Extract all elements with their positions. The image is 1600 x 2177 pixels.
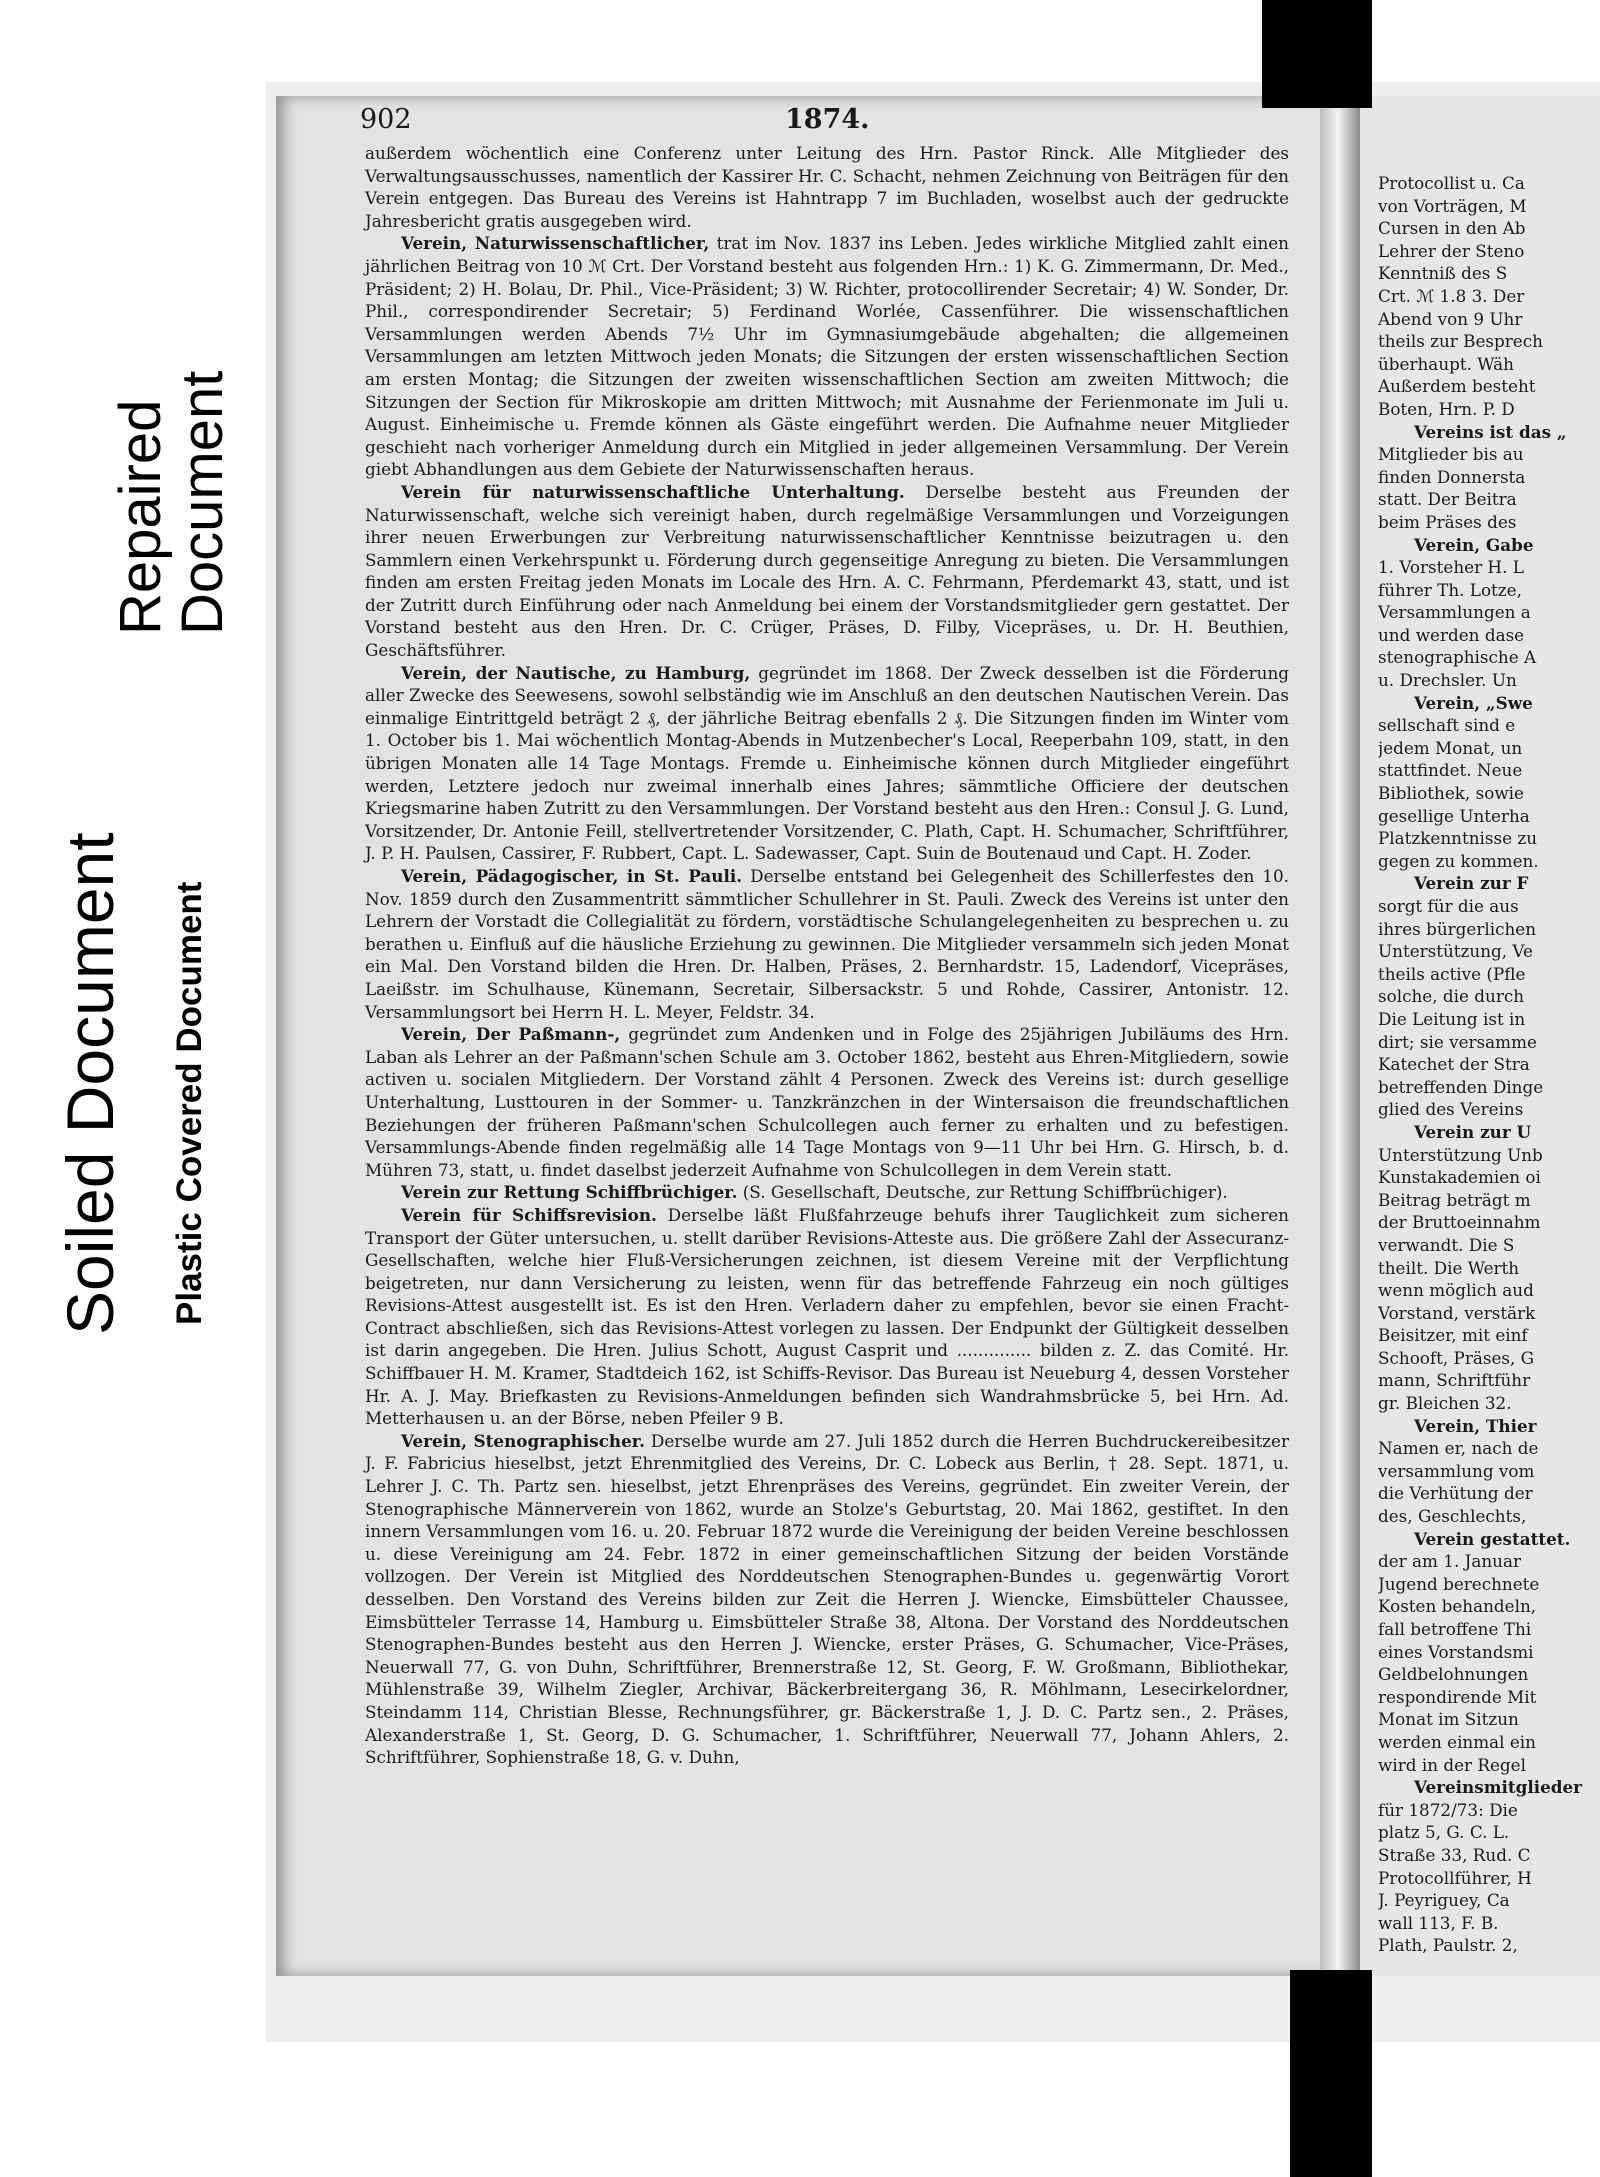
- right-page-line: Kunstakademien oi: [1378, 1167, 1541, 1188]
- right-page-line: führer Th. Lotze,: [1378, 579, 1522, 600]
- right-page-line: wird in der Regel: [1378, 1754, 1526, 1775]
- right-page-line: verwandt. Die S: [1378, 1234, 1515, 1255]
- right-page-line: der am 1. Januar: [1378, 1551, 1522, 1572]
- entry-paragraph: außerdem wöchentlich eine Conferenz unter Leitung des Hrn. Pastor Rinck. Alle Mitglieder des Verwaltungsausschusses, namentlich der Kassirer Hr. C. Schacht, nehmen Zeichnung von Beiträgen für den Verein entgegen. Das Bureau des Vereins ist Hahntrapp 7 im Buchladen, woselbst auch der gedruckte Jahresbericht gratis ausgegeben wird.: [365, 143, 1289, 231]
- right-page-line: dirt; sie versamme: [1378, 1031, 1537, 1052]
- entry-paragraph: Verein, Stenographischer. Derselbe wurde am 27. Juli 1852 durch die Herren Buchdruckereibesitzer J. F. Fabricius hieselbst, jetzt Ehrenmitglied des Vereins, Dr. C. Lobeck aus Berlin, † 28. Sept. 1871, u. Lehrer J. C. Th. Partz sen. hieselbst, jetzt Ehrenpräses des Vereins, gegründet. Ein zweiter Verein, der Stenographische Männerverein von 1862, wurde an Stolze's Geburtstag, 20. Mai 1862, gestiftet. In den innern Versammlungen vom 16. u. 20. Februar 1872 wurde die Vereinigung der beiden Vereine beschlossen u. diese Vereinigung am 24. Febr. 1872 in einer gemeinschaftlichen Sitzung der beiden Vorstände vollzogen. Der Verein ist Mitglied des Norddeutschen Stenographen-Bundes u. gegenwärtig Vorort desselben. Den Vorstand des Vereins bilden zur Zeit die Herren J. Wiencke, Eimsbütteler Chaussee, Eimsbütteler Terrasse 14, Hamburg u. Eimsbütteler Straße 38, Altona. Der Vorstand des Norddeutschen Stenographen-Bundes besteht aus den Herren J. Wiencke, erster Präses, G. Schumacher, Vice-Präses, Neuerwall 77, G. von Duhn, Schriftführer, Brennerstraße 12, St. Georg, F. W. Großmann, Bibliothekar, Mühlenstraße 39, Wilhelm Ziegler, Archivar, Bäckerbreitergang 36, R. Möhlmann, Lesecirkelordner, Steindamm 114, Christian Blesse, Rechnungsführer, gr. Bäckerstraße 1, J. D. C. Partz sen., 2. Präses, Alexanderstraße 1, St. Georg, D. G. Schumacher, 1. Schriftführer, Neuerwall 77, Johann Ahlers, 2. Schriftführer, Sophienstraße 18, G. v. Duhn,: [365, 1430, 1289, 1768]
- right-page: [1360, 96, 1600, 1976]
- right-page-text: [1378, 172, 1600, 1957]
- right-page-line: u. Drechsler. Un: [1378, 670, 1517, 691]
- entry-heading: Verein zur Rettung Schiffbrüchiger.: [401, 1182, 738, 1203]
- entry-paragraph: Verein, Pädagogischer, in St. Pauli. Derselbe entstand bei Gelegenheit des Schillerfestes den 10. Nov. 1859 durch den Zusammentritt sämmtlicher Schullehrer in St. Pauli. Zweck des Vereins ist unter den Lehrern der Vorstadt die Collegialität zu fördern, vorstädtische Schulangelegenheiten zu besprechen u. zu berathen u. Einfluß auf die häusliche Erziehung zu gewinnen. Die Mitglieder versammeln sich jeden Monat ein Mal. Den Vorstand bilden die Hren. Dr. Halben, Präses, 2. Bernhardstr. 15, Ladendorf, Vicepräses, Laeißstr. im Schulhause, Künemann, Secretair, Silbersackstr. 5 und Rohde, Cassirer, Antonistr. 12. Versammlungsort bei Herrn H. L. Meyer, Feldstr. 34.: [365, 866, 1289, 1022]
- right-page-line: beim Präses des: [1378, 511, 1517, 532]
- right-page-line: platz 5, G. C. L.: [1378, 1822, 1510, 1843]
- entry-heading: Verein, Der Paßmann-,: [401, 1024, 621, 1045]
- repaired-label-line-2: Document: [170, 370, 235, 635]
- right-page-line: glied des Vereins: [1378, 1099, 1524, 1120]
- right-page-line: gegen zu kommen.: [1378, 850, 1539, 871]
- entry-heading: Verein, Stenographischer.: [401, 1430, 645, 1451]
- right-page-line: Verein gestattet.: [1414, 1528, 1571, 1549]
- repaired-label-line-1: Repaired: [108, 399, 173, 635]
- right-page-line: Kosten behandeln,: [1378, 1596, 1537, 1617]
- right-page-line: Verein zur U: [1414, 1121, 1532, 1142]
- right-page-line: Beitrag beträgt m: [1378, 1189, 1531, 1210]
- right-page-line: mann, Schriftführ: [1378, 1370, 1531, 1391]
- page-year: 1874.: [785, 104, 870, 135]
- right-page-line: Geldbelohnungen: [1378, 1664, 1529, 1685]
- right-page-line: Plath, Paulstr. 2,: [1378, 1935, 1518, 1956]
- right-page-line: ihres bürgerlichen: [1378, 918, 1537, 939]
- entry-heading: Verein, Naturwissenschaftlicher,: [401, 233, 710, 254]
- page-header: [360, 104, 1300, 134]
- right-page-line: Jugend berechnete: [1378, 1573, 1540, 1594]
- right-page-line: Versammlungen a: [1378, 602, 1531, 623]
- right-page-line: Straße 33, Rud. C: [1378, 1844, 1531, 1865]
- right-page-line: wall 113, F. B.: [1378, 1912, 1499, 1933]
- right-page-line: eines Vorstandsmi: [1378, 1641, 1534, 1662]
- right-page-line: versammlung vom: [1378, 1460, 1535, 1481]
- right-page-line: Lehrer der Steno: [1378, 240, 1525, 261]
- right-page-line: fall betroffene Thi: [1378, 1619, 1532, 1639]
- right-page-line: Namen er, nach de: [1378, 1438, 1539, 1459]
- right-page-line: Katechet der Stra: [1378, 1054, 1530, 1075]
- right-page-line: überhaupt. Wäh: [1378, 353, 1514, 374]
- right-page-line: Cursen in den Ab: [1378, 218, 1526, 239]
- right-page-line: Verein, „Swe: [1414, 692, 1533, 713]
- entry-paragraph: Verein, Der Paßmann-, gegründet zum Andenken und in Folge des 25jährigen Jubiläums des Hrn. Laban als Lehrer an der Paßmann'schen Schule am 3. October 1862, besteht aus Ehren-Mitgliedern, sowie activen u. socialen Mitgliedern. Der Vorstand zählt 4 Personen. Zweck des Vereins ist: durch gesellige Unterhaltung, Lusttouren in der Sommer- u. Tanzkränzchen in der Wintersaison die freundschaftlichen Beziehungen der früheren Paßmann'schen Schulcollegen auch ferner zu erhalten und zu befestigen. Versammlungs-Abende finden regelmäßig alle 14 Tage Montags von 9—11 Uhr bei Hrn. G. Hirsch, b. d. Mühren 73, statt, u. findet daselbst jederzeit Aufnahme von Schulcollegen in dem Verein statt.: [365, 1024, 1290, 1180]
- book-gutter: [1320, 82, 1360, 2042]
- entry-heading: Verein, der Nautische, zu Hamburg,: [401, 662, 751, 683]
- right-page-line: J. Peyriguey, Ca: [1378, 1890, 1510, 1911]
- right-page-line: gesellige Unterha: [1378, 805, 1530, 826]
- right-page-line: finden Donnersta: [1378, 466, 1526, 487]
- right-page-line: Außerdem besteht: [1378, 376, 1536, 397]
- right-page-line: Protocollführer, H: [1378, 1867, 1532, 1888]
- right-page-line: Mitglieder bis au: [1378, 444, 1524, 465]
- right-page-line: Protocollist u. Ca: [1378, 173, 1525, 193]
- right-page-line: Vorstand, verstärk: [1378, 1302, 1536, 1323]
- right-page-line: Unterstützung Unb: [1378, 1144, 1543, 1165]
- soiled-document-label: Soiled Document: [53, 832, 127, 1335]
- right-page-line: die Verhütung der: [1378, 1483, 1533, 1504]
- entry-paragraph: Verein, der Nautische, zu Hamburg, gegründet im 1868. Der Zweck desselben ist die Förderung aller Zwecke des Seewesens, sowohl selbständig wie im Anschluß an den deutschen Nautischen Verein. Das einmalige Eintrittgeld beträgt 2 ₰, der jährliche Beitrag ebenfalls 2 ₰. Die Sitzungen finden im Winter vom 1. October bis 1. Mai wöchentlich Montag-Abends in Mutzenbecher's Local, Reeperbahn 109, statt, in den übrigen Monaten alle 14 Tage Montags. Fremde u. Einheimische können durch Mitglieder eingeführt werden, Letztere jedoch nur zweimal innerhalb eines Jahres; sämmtliche Officiere der deutschen Kriegsmarine haben Zutritt zu den Versammlungen. Der Vorstand besteht aus den Hren.: Consul J. G. Lund, Vorsitzender, Dr. Antonie Feill, stellvertretender Vorsitzender, C. Plath, Capt. H. Schumacher, Schriftführer, J. P. H. Paulsen, Cassirer, F. Rubbert, Capt. L. Sadewasser, Capt. Suin de Boutenaud und Capt. H. Zoder.: [365, 662, 1289, 864]
- bottom-black-tab: [1290, 1970, 1372, 2177]
- right-page-line: Abend von 9 Uhr: [1378, 308, 1523, 329]
- right-page-line: 1. Vorsteher H. L: [1378, 557, 1524, 578]
- right-page-line: theils zur Besprech: [1378, 331, 1543, 352]
- left-page-body: [365, 142, 1289, 1769]
- right-page-line: sellschaft sind e: [1378, 715, 1516, 736]
- right-page-line: gr. Bleichen 32.: [1378, 1393, 1512, 1414]
- right-page-line: für 1872/73: Die: [1378, 1799, 1518, 1820]
- right-page-line: Die Leitung ist in: [1378, 1008, 1526, 1029]
- right-page-line: Monat im Sitzun: [1378, 1709, 1519, 1730]
- right-page-line: Beisitzer, mit einf: [1378, 1325, 1528, 1346]
- entry-paragraph: Verein zur Rettung Schiffbrüchiger. (S. Gesellschaft, Deutsche, zur Rettung Schiffbrüchiger).: [401, 1182, 1228, 1203]
- repaired-document-label: [110, 255, 234, 635]
- right-page-line: Kenntniß des S: [1378, 263, 1508, 284]
- right-page-line: respondirende Mit: [1378, 1686, 1537, 1707]
- right-page-line: jedem Monat, un: [1378, 737, 1523, 758]
- right-page-line: solche, die durch: [1378, 986, 1525, 1007]
- right-page-line: statt. Der Beitra: [1378, 489, 1517, 510]
- right-page-line: werden einmal ein: [1378, 1731, 1536, 1752]
- right-page-line: theils active (Pfle: [1378, 963, 1526, 984]
- right-page-line: Vereinsmitglieder: [1414, 1777, 1582, 1798]
- right-page-line: der Bruttoeinnahm: [1378, 1212, 1541, 1233]
- entry-heading: Verein, Pädagogischer, in St. Pauli.: [401, 866, 743, 886]
- entry-heading: Verein für Schiffsrevision.: [401, 1204, 657, 1225]
- right-page-line: Bibliothek, sowie: [1378, 783, 1524, 804]
- right-page-line: Boten, Hrn. P. D: [1378, 398, 1515, 419]
- right-page-line: Crt. ℳ 1.8 3. Der: [1378, 285, 1525, 306]
- right-page-line: betreffenden Dinge: [1378, 1076, 1544, 1097]
- plastic-covered-label: Plastic Covered Document: [170, 881, 209, 1325]
- right-page-line: Verein, Thier: [1414, 1415, 1537, 1436]
- entry-paragraph: Verein, Naturwissenschaftlicher, trat im Nov. 1837 ins Leben. Jedes wirkliche Mitglied zahlt einen jährlichen Beitrag von 10 ℳ Crt. Der Vorstand besteht aus folgenden Hrn.: 1) K. G. Zimmermann, Dr. Med., Präsident; 2) H. Bolau, Dr. Phil., Vice-Präsident; 3) W. Richter, protocollirender Secretair; 4) W. Sonder, Dr. Phil., correspondirender Secretair; 5) Ferdinand Worlée, Cassenführer. Die wissenschaftlichen Versammlungen werden Abends 7½ Uhr im Gymnasiumgebäude abgehalten; die allgemeinen Versammlungen am letzten Mittwoch jeden Monats; die Sitzungen der ersten wissenschaftlichen Section am ersten Montag; die Sitzungen der zweiten wissenschaftlichen Section am zweiten Mittwoch; die Sitzungen der Section für Mikroskopie am dritten Mittwoch; mit Ausnahme der Ferienmonate im Juli u. August. Einheimische u. Fremde können als Gäste eingeführt werden. Die Aufnahme neuer Mitglieder geschieht nach vorheriger Anmeldung durch ein Mitglied in jeder allgemeinen Versammlung. Der Verein giebt Abhandlungen aus dem Gebiete der Naturwissenschaften heraus.: [365, 233, 1289, 480]
- right-page-line: theilt. Die Werth: [1378, 1257, 1520, 1278]
- right-page-line: des, Geschlechts,: [1378, 1506, 1527, 1527]
- right-page-line: von Vorträgen, M: [1378, 195, 1527, 216]
- right-page-line: Verein zur F: [1414, 873, 1529, 894]
- right-page-line: Verein, Gabe: [1414, 534, 1534, 555]
- right-page-line: stenographische A: [1378, 647, 1537, 668]
- right-page-line: und werden dase: [1378, 624, 1525, 645]
- right-page-line: Unterstützung, Ve: [1378, 941, 1533, 962]
- entry-paragraph: Verein für Schiffsrevision. Derselbe läßt Flußfahrzeuge behufs ihrer Tauglichkeit zum sicheren Transport der Güter untersuchen, u. stellt darüber Revisions-Atteste aus. Die größere Zahl der Assecuranz-Gesellschaften, welche hier Fluß-Versicherungen zeichnen, ist diesem Vereine mit der Verpflichtung beigetreten, nur dann Versicherung zu leisten, wenn für das betreffende Fahrzeug ein noch gültiges Revisions-Attest ausgestellt ist. Es ist den Hren. Verladern daher zu empfehlen, bevor sie einen Fracht-Contract abschließen, sich das Revisions-Attest vorlegen zu lassen. Der Endpunkt der Gültigkeit desselben ist darin angegeben. Die Hren. Julius Schott, August Casprit und .............. bilden z. Z. das Comité. Hr. Schiffbauer H. M. Kramer, Stadtdeich 162, ist Schiffs-Revisor. Das Bureau ist Neueburg 4, dessen Vorsteher Hr. A. J. May. Briefkasten zu Revisions-Anmeldungen befinden sich Wandrahmsbrücke 5, bei Hrn. Ad. Metterhausen u. an der Börse, neben Pfeiler 9 B.: [365, 1204, 1289, 1429]
- entry-heading: Verein für naturwissenschaftliche Unterhaltung.: [401, 481, 905, 502]
- page-number: 902: [360, 104, 412, 135]
- top-black-tab: [1262, 0, 1372, 108]
- right-page-line: stattfindet. Neue: [1378, 760, 1523, 781]
- right-page-line: Schooft, Präses, G: [1378, 1347, 1535, 1368]
- right-page-line: wenn möglich aud: [1378, 1280, 1534, 1301]
- right-page-line: sorgt für die aus: [1378, 896, 1519, 916]
- right-page-line: Platzkenntnisse zu: [1378, 828, 1538, 849]
- right-page-line: Vereins ist das „: [1414, 421, 1567, 442]
- entry-paragraph: Verein für naturwissenschaftliche Unterhaltung. Derselbe besteht aus Freunden der Naturwissenschaft, welche sich vereinigt haben, durch regelmäßige Versammlungen und Vorzeigungen ihrer neuen Erwerbungen zur Verbreitung naturwissenschaftlicher Kenntnisse beizutragen u. den Sammlern einen Verkehrspunkt u. Förderung durch gegenseitige Anregung zu bieten. Die Versammlungen finden am ersten Freitag jeden Monats im Locale des Hrn. A. C. Fehrmann, Pferdemarkt 43, statt, und ist der Zutritt durch Einführung oder nach Anmeldung bei einem der Vorstandsmitglieder gern gestattet. Der Vorstand besteht aus den Hren. Dr. C. Crüger, Präses, D. Filby, Vicepräses, u. Dr. H. Beuthien, Geschäftsführer.: [365, 481, 1289, 661]
